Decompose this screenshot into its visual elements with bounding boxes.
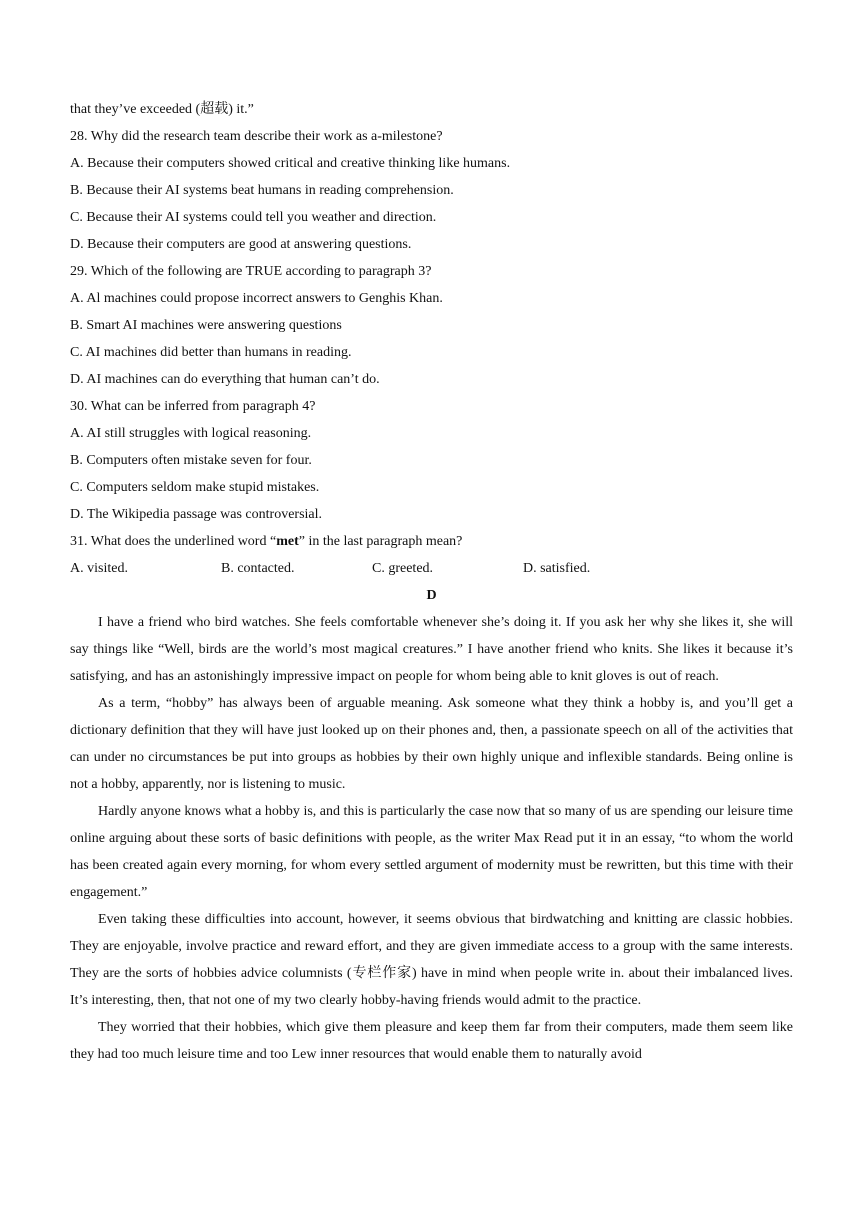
option-b: B. Because their AI systems beat humans in reading comprehension. [70, 183, 454, 198]
continuation-line: that they’ve exceeded (超载) it.” [70, 102, 254, 117]
option-d: D. Because their computers are good at answering questions. [70, 237, 412, 252]
section-title: D [426, 588, 437, 603]
option-a: A. Al machines could propose incorrect answers to Genghis Khan. [70, 291, 443, 306]
question-29 [70, 258, 793, 393]
option-b: B. contacted. [221, 561, 295, 576]
passage-paragraph-2: As a term, “hobby” has always been of arguable meaning. Ask someone what they think a hobby is, and you’ll get a dictionary definition that they will have just looked up on their phones and, then, a passionate speech on all of the activities that can under no circumstances be put into groups as hobbies by their own highly unique and inflexible standards. Being online is not a hobby, apparently, nor is listening to music. [70, 696, 793, 792]
question-stem: 30. What can be inferred from paragraph 4? [70, 399, 316, 414]
option-d: D. satisfied. [523, 561, 591, 576]
option-c: C. greeted. [372, 561, 434, 576]
passage-paragraph-1: I have a friend who bird watches. She feels comfortable whenever she’s doing it. If you ask her why she likes it, she will say things like “Well, birds are the world’s most magical creatures.” I have another friend who knits. She likes it because it’s satisfying, and has an astonishingly impressive impact on people for whom being able to knit gloves is out of reach. [70, 615, 793, 684]
target-word: met [276, 534, 299, 549]
option-c: C. Because their AI systems could tell you weather and direction. [70, 210, 437, 225]
option-d: D. The Wikipedia passage was controversial. [70, 507, 323, 522]
option-b: B. Smart AI machines were answering questions [70, 318, 342, 333]
option-a: A. visited. [70, 561, 128, 576]
passage-paragraph-3: Hardly anyone knows what a hobby is, and this is particularly the case now that so many of us are spending our leisure time online arguing about these sorts of basic definitions with people, as the writer Max Read put it in an essay, “to whom the world has been created again every morning, for whom every settled argument of modernity must be rewritten, but this time with their engagement.” [70, 804, 793, 900]
question-31 [70, 528, 793, 582]
stem-prefix: 31. What does the underlined word “ [70, 534, 277, 549]
passage-paragraph-4: Even taking these difficulties into account, however, it seems obvious that birdwatching and knitting are classic hobbies. They are enjoyable, involve practice and reward effort, and they are given immediate access to a group with the same interests. They are the sorts of hobbies advice columnists (专栏作家) have in mind when people write in. about their imbalanced lives. It’s interesting, then, that not one of my two clearly hobby-having friends would admit to the practice. [70, 912, 793, 1008]
options-row [70, 555, 793, 582]
option-a: A. AI still struggles with logical reasoning. [70, 426, 312, 441]
option-a: A. Because their computers showed critical and creative thinking like humans. [70, 156, 511, 171]
passage-paragraph-5: They worried that their hobbies, which give them pleasure and keep them far from their computers, made them seem like they had too much leisure time and too Lew inner resources that would enable them to naturally avoid [70, 1020, 793, 1062]
document-content [70, 96, 793, 1068]
question-28 [70, 123, 793, 258]
option-b: B. Computers often mistake seven for four. [70, 453, 312, 468]
question-stem: 28. Why did the research team describe their work as a-milestone? [70, 129, 443, 144]
option-d: D. AI machines can do everything that human can’t do. [70, 372, 380, 387]
option-c: C. Computers seldom make stupid mistakes. [70, 480, 320, 495]
question-stem: 29. Which of the following are TRUE according to paragraph 3? [70, 264, 432, 279]
question-stem [70, 528, 793, 555]
stem-suffix: ” in the last paragraph mean? [298, 534, 463, 549]
option-c: C. AI machines did better than humans in reading. [70, 345, 352, 360]
question-30 [70, 393, 793, 528]
